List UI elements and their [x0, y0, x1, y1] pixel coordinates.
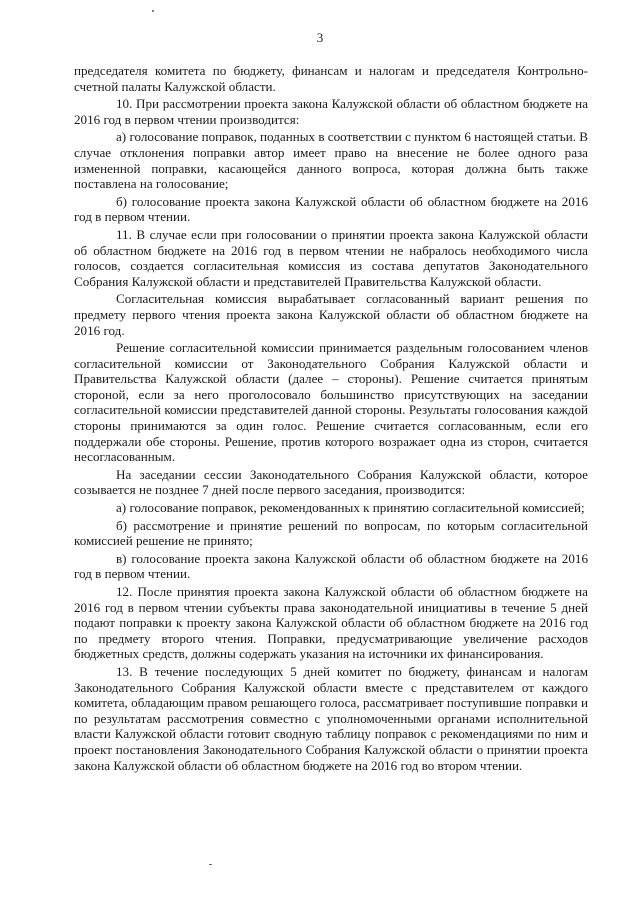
scan-speck [152, 10, 154, 12]
paragraph: б) голосование проекта закона Калужской области об областном бюджете на 2016 год в первом чтении. [74, 193, 588, 225]
paragraph: б) рассмотрение и принятие решений по вопросам, по которым согласительной комиссией решение не принято; [74, 517, 588, 549]
paragraph: 11. В случае если при голосовании о принятии проекта закона Калужской области об областном бюджете на 2016 год в первом чтении не набралось необходимого числа голосов, создается согласительная комиссия из состава депутатов Законодательного Собрания Калужской области и представителей Правительства Калужской области. [74, 226, 588, 289]
paragraph: Согласительная комиссия вырабатывает согласованный вариант решения по предмету первого чтения проекта закона Калужской области об областном бюджете на 2016 год. [74, 291, 588, 338]
paragraph: в) голосование проекта закона Калужской области об областном бюджете на 2016 год в первом чтении. [74, 550, 588, 582]
paragraph: председателя комитета по бюджету, финансам и налогам и председателя Контрольно-счетной палаты Калужской области. [74, 63, 588, 94]
paragraph: 13. В течение последующих 5 дней комитет по бюджету, финансам и налогам Законодательного Собрания Калужской области вместе с представителем от каждого комитета, обладающим правом решающего голоса, рассматривает поступившие поправки и по результатам рассмотрения совместно с уполномоченными органами исполнительной власти Калужской области готовит сводную таблицу поправок с рекомендациями по ним и проект постановления Законодательного Собрания Калужской области о принятии проекта закона Калужской области об областном бюджете на 2016 год во втором чтении. [74, 663, 588, 773]
paragraph: а) голосование поправок, поданных в соответствии с пунктом 6 настоящей статьи. В случае отклонения поправки автор имеет право на внесение не более одного раза измененной поправки, касающейся данного вопроса, которая должна быть также поставлена на голосование; [74, 129, 588, 192]
paragraph: 12. После принятия проекта закона Калужской области об областном бюджете на 2016 год в первом чтении субъекты права законодательной инициативы в течение 5 дней подают поправки к проекту закона Калужской области об областном бюджете на 2016 год по предмету второго чтения. Поправки, предусматривающие увеличение расходов бюджетных средств, должны содержать указания на источники их финансирования. [74, 584, 588, 662]
scan-speck [209, 864, 212, 865]
paragraph: На заседании сессии Законодательного Собрания Калужской области, которое созывается не позднее 7 дней после первого заседания, производится: [74, 466, 588, 498]
page-number: 3 [316, 30, 324, 45]
paragraph: 10. При рассмотрении проекта закона Калужской области об областном бюджете на 2016 год в первом чтении производится: [74, 96, 588, 127]
document-body [74, 63, 588, 773]
paragraph: а) голосование поправок, рекомендованных к принятию согласительной комиссией; [116, 500, 585, 516]
paragraph: Решение согласительной комиссии принимается раздельным голосованием членов согласительной комиссии от Законодательного Собрания Калужской области и Правительства Калужской области (далее – стороны). Решение считается принятым стороной, если за него проголосовало большинство присутствующих на заседании согласительной комиссии представителей данной стороны. Результаты голосования каждой стороны принимаются за один голос. Решение считается согласованным, если его поддержали обе стороны. Решение, против которого возражает одна из сторон, считается несогласованным. [74, 340, 588, 465]
